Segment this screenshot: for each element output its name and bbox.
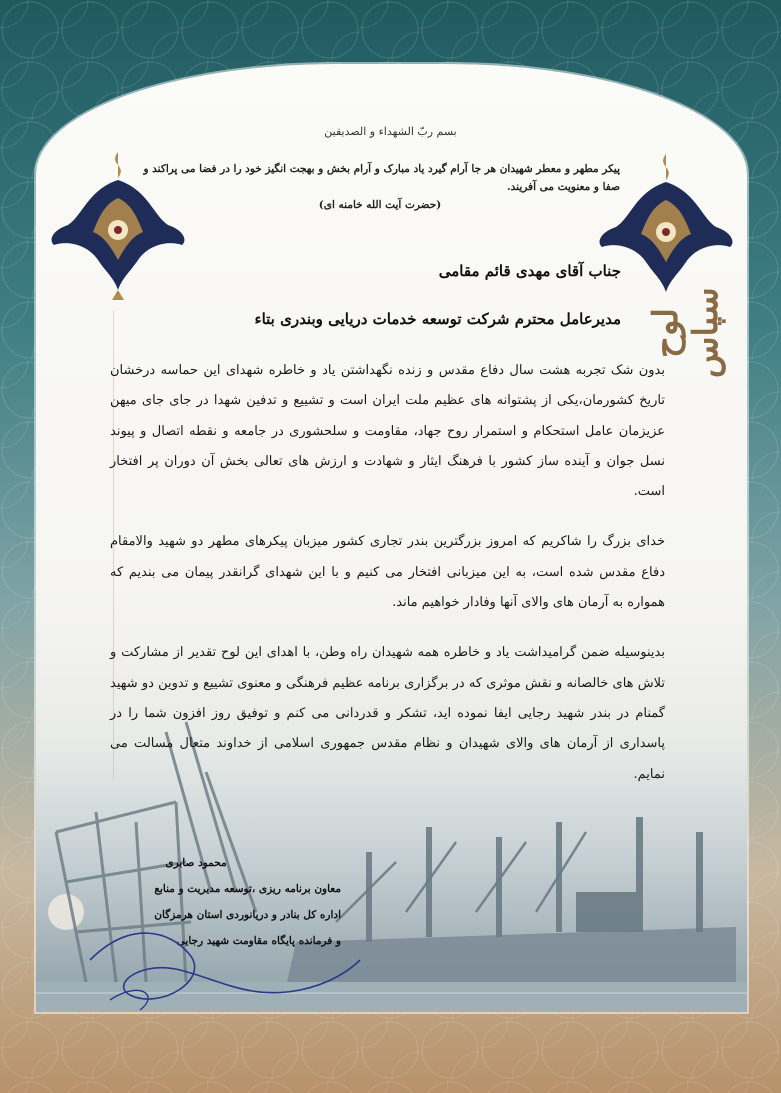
- quote-text: پیکر مطهر و معطر شهیدان هر جا آرام گیرد یاد مبارک و آرام بخش و بهجت انگیز خود را در فضا می پراکند و صفا و معنویت می آفریند.: [143, 163, 620, 193]
- recipient-title: مدیرعامل محترم شرکت توسعه خدمات دریایی وبندری بتاء: [254, 310, 621, 328]
- leader-quote: [140, 160, 620, 214]
- handwritten-signature: [70, 900, 370, 1020]
- quote-source: (حضرت آیت الله خامنه ای): [318, 199, 442, 211]
- signer-line: و فرمانده پایگاه مقاومت شهید رجایی: [176, 935, 341, 947]
- body-paragraph: بدون شک تجربه هشت سال دفاع مقدس و زنده نگهداشتن یاد و خاطره شهدای این حماسه درخشان تاریخ کشورمان،یکی از پشتوانه های عظیم ملت ایران است و تشییع و تدفین شهدا در جای جای میهن عزیزمان عامل استحکام و استمرار روح جهاد، مقاومت و سلحشوری در جامعه و نقطه اتصال و پیوند نسل جوان و آینده ساز کشور با فرهنگ ایثار و شهادت و ارزش های تعالی بخش آن دوران پر افتخار است.: [110, 363, 665, 500]
- recipient-name: جناب آقای مهدی قائم مقامی: [438, 262, 621, 280]
- title-calligraphy-text: لوح سپاس: [646, 287, 726, 379]
- certificate-body: [110, 356, 665, 810]
- signer-line: معاون برنامه ریزی ،توسعه مدیریت و منابع: [154, 883, 341, 895]
- body-paragraph: بدینوسیله ضمن گرامیداشت یاد و خاطره همه شهیدان راه وطن، با اهدای این لوح تقدیر از مشارکت و تلاش های خالصانه و نقش موثری که در برگزاری برنامه عظیم فرهنگی و معنوی تشییع و تدوین دو شهید گمنام در بندر شهید رجایی ایفا نموده اید، تشکر و قدردانی می کنم و توفیق روز افزون شما را در پاسداری از آرمان های والای شهیدان و نظام مقدس جمهوری اسلامی از خداوند متعال مسالت می نمایم.: [110, 645, 665, 782]
- signer-name: محمود صابری: [165, 857, 227, 869]
- invocation: بسم ربّ الشهداء و الصدیقین: [324, 125, 457, 138]
- body-paragraph: خدای بزرگ را شاکریم که امروز بزرگترین بندر تجاری کشور میزبان پیکرهای مطهر دو شهید والامقام دفاع مقدس شده است، به این میزبانی افتخار می کنیم و با این شهدای گرانقدر پیمان می بندیم که همواره به آرمان های والای آنها وفادار خواهیم ماند.: [110, 534, 665, 611]
- signer-line: اداره کل بنادر و دریانوردی استان هرمزگان: [154, 909, 341, 921]
